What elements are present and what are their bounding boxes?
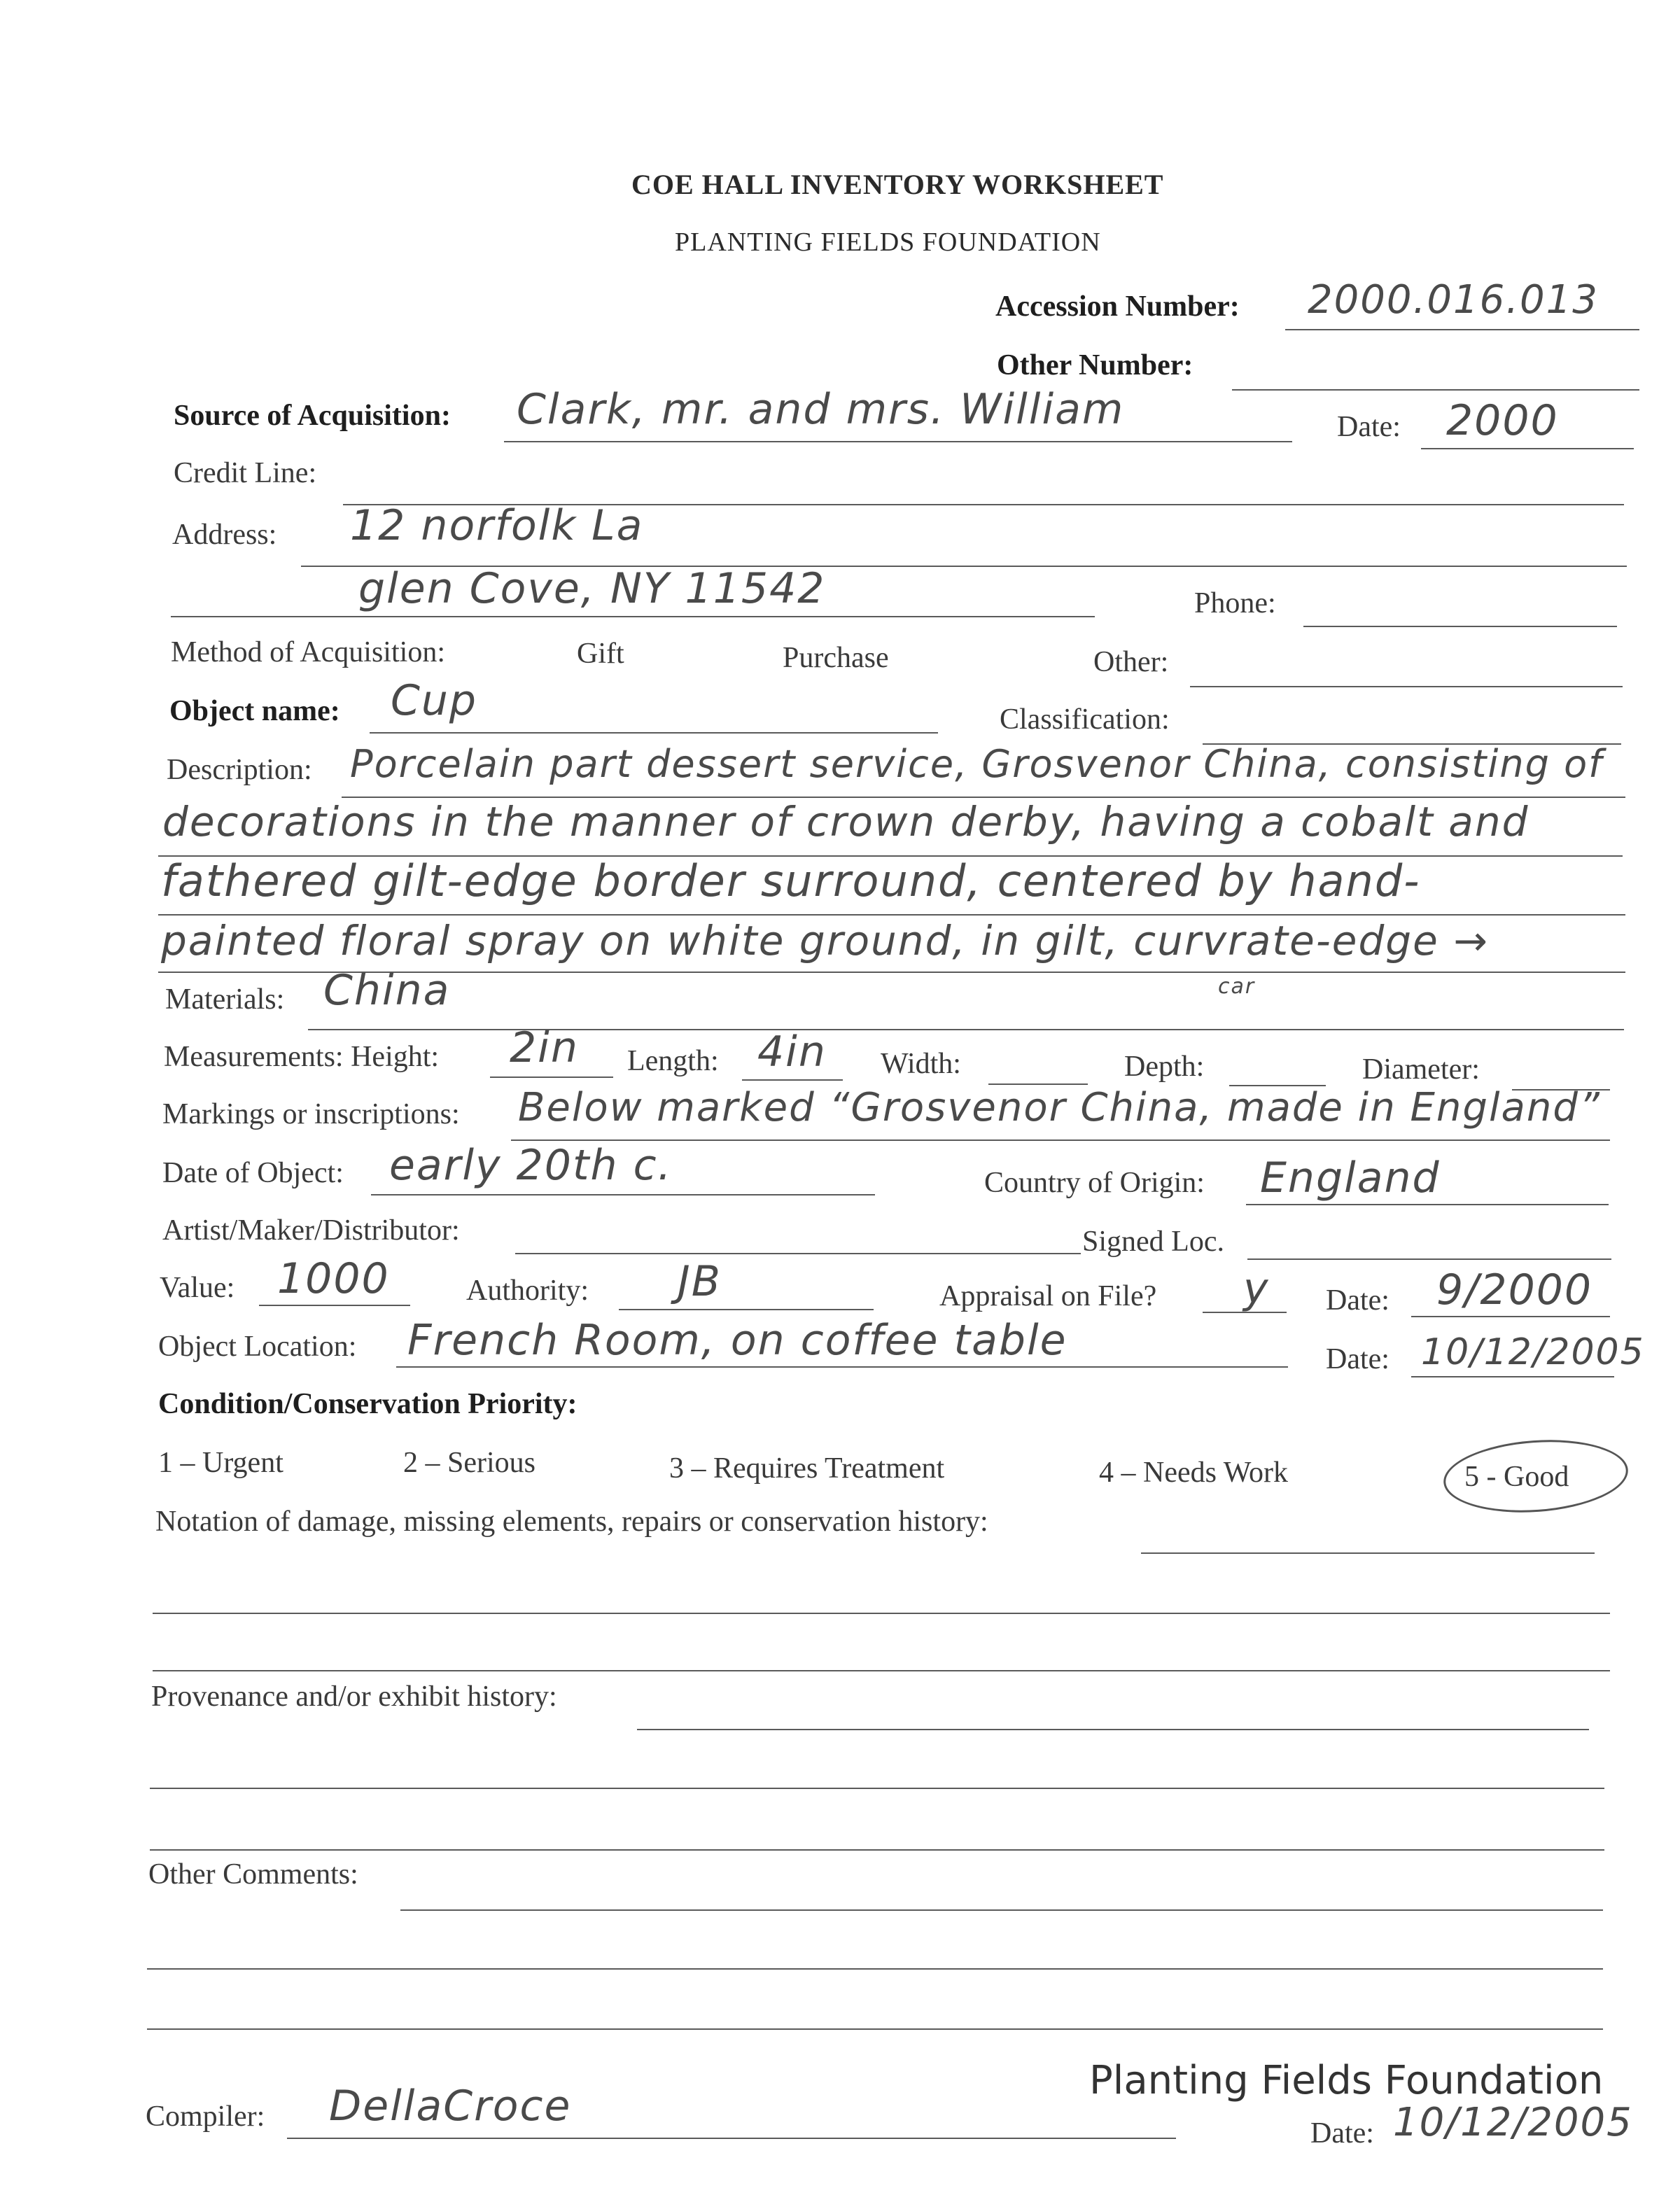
height-line bbox=[490, 1077, 613, 1078]
description-line1[interactable]: Porcelain part dessert service, Grosvenor China, consisting of bbox=[350, 742, 1604, 786]
comments-line-1[interactable] bbox=[400, 1909, 1603, 1911]
phone-label: Phone: bbox=[1194, 587, 1276, 619]
artist-line[interactable] bbox=[515, 1253, 1081, 1254]
source-value[interactable]: Clark, mr. and mrs. William bbox=[517, 385, 1125, 434]
comments-label: Other Comments: bbox=[148, 1858, 358, 1891]
description-note: car bbox=[1218, 974, 1256, 999]
materials-label: Materials: bbox=[165, 983, 285, 1016]
compiler-label: Compiler: bbox=[146, 2101, 265, 2133]
measurements-label: Measurements: Height: bbox=[164, 1041, 440, 1073]
object-name-line bbox=[370, 732, 938, 734]
method-other-line[interactable] bbox=[1190, 686, 1623, 687]
accession-label: Accession Number: bbox=[995, 290, 1240, 323]
height-value[interactable]: 2in bbox=[510, 1023, 579, 1072]
notation-line-2[interactable] bbox=[153, 1613, 1610, 1614]
condition-needs-work[interactable]: 4 – Needs Work bbox=[1099, 1457, 1288, 1489]
length-line bbox=[742, 1079, 843, 1081]
description-line2[interactable]: decorations in the manner of crown derby, having a cobalt and bbox=[162, 798, 1530, 846]
provenance-label: Provenance and/or exhibit history: bbox=[151, 1681, 557, 1713]
artist-label: Artist/Maker/Distributor: bbox=[162, 1214, 460, 1247]
materials-value[interactable]: China bbox=[323, 966, 451, 1015]
country-value[interactable]: England bbox=[1260, 1153, 1441, 1202]
date-location-label: Date: bbox=[1326, 1343, 1390, 1375]
date-acq-label: Date: bbox=[1337, 411, 1401, 443]
accession-value[interactable]: 2000.016.013 bbox=[1308, 277, 1599, 323]
foundation-stamp: Planting Fields Foundation bbox=[1089, 2058, 1604, 2103]
location-line bbox=[396, 1366, 1288, 1368]
location-label: Object Location: bbox=[158, 1331, 357, 1363]
description-line4[interactable]: painted floral spray on white ground, in gilt, curvrate-edge → bbox=[161, 917, 1489, 965]
object-name-value[interactable]: Cup bbox=[391, 676, 478, 725]
address-line2-rule bbox=[171, 616, 1095, 617]
date-acq-line bbox=[1421, 448, 1634, 449]
appraisal-line bbox=[1203, 1312, 1287, 1313]
condition-serious[interactable]: 2 – Serious bbox=[403, 1447, 536, 1479]
length-label: Length: bbox=[627, 1045, 719, 1077]
width-label: Width: bbox=[881, 1048, 961, 1080]
compiler-value[interactable]: DellaCroce bbox=[329, 2082, 572, 2131]
accession-line bbox=[1285, 329, 1639, 330]
other-number-label: Other Number: bbox=[997, 349, 1194, 381]
form-title: COE HALL INVENTORY WORKSHEET bbox=[631, 169, 1164, 200]
description-line3[interactable]: fathered gilt-edge border surround, centered by hand- bbox=[161, 855, 1421, 906]
condition-good[interactable]: 5 - Good bbox=[1464, 1461, 1569, 1493]
notation-line-1[interactable] bbox=[1141, 1552, 1595, 1554]
signed-line[interactable] bbox=[1247, 1258, 1611, 1260]
description-rule3 bbox=[158, 914, 1625, 916]
source-label: Source of Acquisition: bbox=[174, 400, 451, 432]
materials-line bbox=[308, 1029, 1624, 1030]
object-name-label: Object name: bbox=[169, 695, 340, 727]
depth-label: Depth: bbox=[1124, 1051, 1205, 1083]
condition-label: Condition/Conservation Priority: bbox=[158, 1388, 578, 1420]
location-value[interactable]: French Room, on coffee table bbox=[407, 1316, 1068, 1365]
method-purchase[interactable]: Purchase bbox=[783, 642, 889, 674]
length-value[interactable]: 4in bbox=[757, 1028, 827, 1077]
value-label: Value: bbox=[160, 1272, 235, 1304]
phone-line[interactable] bbox=[1303, 626, 1617, 627]
condition-requires-treatment[interactable]: 3 – Requires Treatment bbox=[669, 1452, 945, 1485]
value-line bbox=[259, 1305, 410, 1306]
authority-line bbox=[619, 1309, 874, 1310]
compiler-line bbox=[287, 2138, 1176, 2139]
authority-value[interactable]: JB bbox=[678, 1257, 722, 1306]
condition-urgent[interactable]: 1 – Urgent bbox=[158, 1447, 284, 1479]
address-line2[interactable]: glen Cove, NY 11542 bbox=[358, 564, 826, 613]
form-subtitle: PLANTING FIELDS FOUNDATION bbox=[675, 227, 1101, 257]
markings-label: Markings or inscriptions: bbox=[162, 1098, 460, 1130]
date-acq-value[interactable]: 2000 bbox=[1446, 396, 1559, 445]
signed-label: Signed Loc. bbox=[1082, 1226, 1224, 1258]
markings-line bbox=[511, 1139, 1610, 1141]
country-line bbox=[1246, 1204, 1609, 1205]
authority-label: Authority: bbox=[466, 1275, 589, 1307]
footer-date-value[interactable]: 10/12/2005 bbox=[1393, 2100, 1633, 2145]
date-appraisal-value[interactable]: 9/2000 bbox=[1436, 1265, 1593, 1314]
method-gift[interactable]: Gift bbox=[577, 638, 624, 670]
classification-label: Classification: bbox=[1000, 703, 1170, 736]
date-object-value[interactable]: early 20th c. bbox=[389, 1141, 673, 1190]
date-appraisal-line bbox=[1411, 1316, 1610, 1317]
diameter-label: Diameter: bbox=[1362, 1053, 1480, 1086]
method-label: Method of Acquisition: bbox=[171, 636, 445, 668]
value-value[interactable]: 1000 bbox=[277, 1254, 390, 1303]
country-label: Country of Origin: bbox=[984, 1167, 1205, 1199]
date-location-value[interactable]: 10/12/2005 bbox=[1421, 1331, 1645, 1373]
provenance-line-1[interactable] bbox=[637, 1729, 1589, 1730]
comments-line-2[interactable] bbox=[147, 1968, 1603, 1970]
appraisal-value[interactable]: y bbox=[1243, 1264, 1270, 1313]
footer-date-label: Date: bbox=[1310, 2117, 1374, 2150]
notation-label: Notation of damage, missing elements, repairs or conservation history: bbox=[155, 1506, 988, 1538]
source-line bbox=[504, 441, 1292, 442]
credit-line-label: Credit Line: bbox=[174, 457, 317, 489]
provenance-line-2[interactable] bbox=[150, 1788, 1604, 1789]
address-label: Address: bbox=[172, 519, 277, 551]
method-other-label: Other: bbox=[1093, 646, 1169, 678]
notation-line-3[interactable] bbox=[153, 1670, 1610, 1671]
date-location-line bbox=[1411, 1376, 1614, 1377]
date-object-label: Date of Object: bbox=[162, 1157, 344, 1189]
address-line1[interactable]: 12 norfolk La bbox=[350, 501, 644, 550]
provenance-line-3[interactable] bbox=[150, 1849, 1604, 1851]
other-number-line[interactable] bbox=[1232, 389, 1639, 391]
date-object-line bbox=[371, 1194, 875, 1195]
appraisal-label: Appraisal on File? bbox=[939, 1280, 1157, 1312]
description-label: Description: bbox=[167, 754, 312, 786]
markings-value[interactable]: Below marked “Grosvenor China, made in England” bbox=[518, 1085, 1601, 1130]
date-appraisal-label: Date: bbox=[1326, 1284, 1390, 1317]
comments-line-3[interactable] bbox=[147, 2028, 1603, 2030]
